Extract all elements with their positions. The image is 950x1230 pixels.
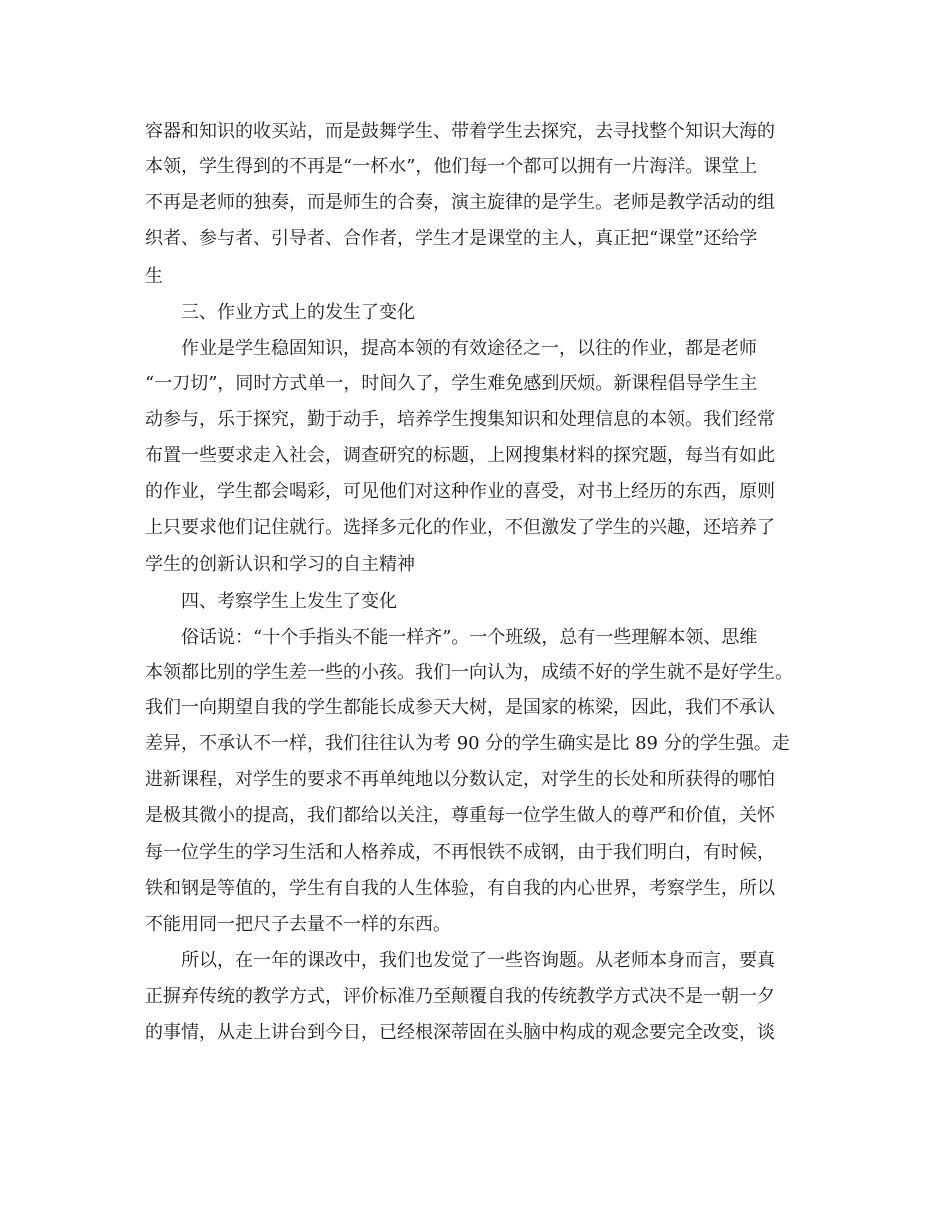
text-line: 本领都比别的学生差一些的小孩。我们一向认为，成绩不好的学生就不是好学生。 bbox=[145, 662, 793, 683]
text-line: 是极其微小的提高，我们都给以关注，尊重每一位学生做人的尊严和价值，关怀 bbox=[145, 805, 775, 826]
text-line: 动参与，乐于探究，勤于动手，培养学生搜集知识和处理信息的本领。我们经常 bbox=[145, 409, 775, 430]
text-line: 每一位学生的学习生活和人格养成，不再恨铁不成钢，由于我们明白，有时候， bbox=[145, 842, 775, 863]
text-line: 差异，不承认不一样，我们往往认为考 90 分的学生确实是比 89 分的学生强。走 bbox=[145, 733, 790, 754]
text-line: 本领，学生得到的不再是“一杯水”，他们每一个都可以拥有一片海洋。课堂上 bbox=[145, 156, 758, 177]
text-line: 布置一些要求走入社会，调查研究的标题，上网搜集材料的探究题，每当有如此 bbox=[145, 445, 775, 466]
text-line: 的事情，从走上讲台到今日，已经根深蒂固在头脑中构成的观念要完全改变，谈 bbox=[145, 1022, 775, 1043]
text-line: 铁和钢是等值的，学生有自我的人生体验，有自我的内心世界，考察学生，所以 bbox=[145, 878, 775, 899]
text-line: 所以，在一年的课改中，我们也发觉了一些咨询题。从老师本身而言，要真 bbox=[181, 950, 775, 971]
text-line: 不能用同一把尺子去量不一样的东西。 bbox=[145, 914, 451, 935]
section-heading: 三、作业方式上的发生了变化 bbox=[181, 302, 415, 323]
text-line: 上只要求他们记住就行。选择多元化的作业，不但激发了学生的兴趣，还培养了 bbox=[145, 517, 775, 538]
text-line: 生 bbox=[145, 266, 163, 287]
section-heading: 四、考察学生上发生了变化 bbox=[181, 591, 397, 612]
text-line: 进新课程，对学生的要求不再单纯地以分数认定，对学生的长处和所获得的哪怕 bbox=[145, 769, 775, 790]
text-line: 不再是老师的独奏，而是师生的合奏，演主旋律的是学生。老师是教学活动的组 bbox=[145, 192, 775, 213]
text-line: 学生的创新认识和学习的自主精神 bbox=[145, 554, 415, 575]
text-line: 的作业，学生都会喝彩，可见他们对这种作业的喜受，对书上经历的东西，原则 bbox=[145, 481, 775, 502]
text-line: 作业是学生稳固知识，提高本领的有效途径之一，以往的作业，都是老师 bbox=[181, 338, 757, 359]
text-line: 容器和知识的收买站，而是鼓舞学生、带着学生去探究，去寻找整个知识大海的 bbox=[145, 121, 775, 142]
text-line: 正摒弃传统的教学方式，评价标准乃至颠覆自我的传统教学方式决不是一朝一夕 bbox=[145, 986, 775, 1007]
text-line: 俗话说：“十个手指头不能一样齐”。一个班级，总有一些理解本领、思维 bbox=[181, 627, 758, 648]
text-line: “一刀切”，同时方式单一，时间久了，学生难免感到厌烦。新课程倡导学生主 bbox=[145, 373, 758, 394]
text-line: 我们一向期望自我的学生都能长成参天大树，是国家的栋梁，因此，我们不承认 bbox=[145, 697, 775, 718]
text-line: 织者、参与者、引导者、合作者，学生才是课堂的主人，真正把“课堂”还给学 bbox=[145, 228, 758, 249]
